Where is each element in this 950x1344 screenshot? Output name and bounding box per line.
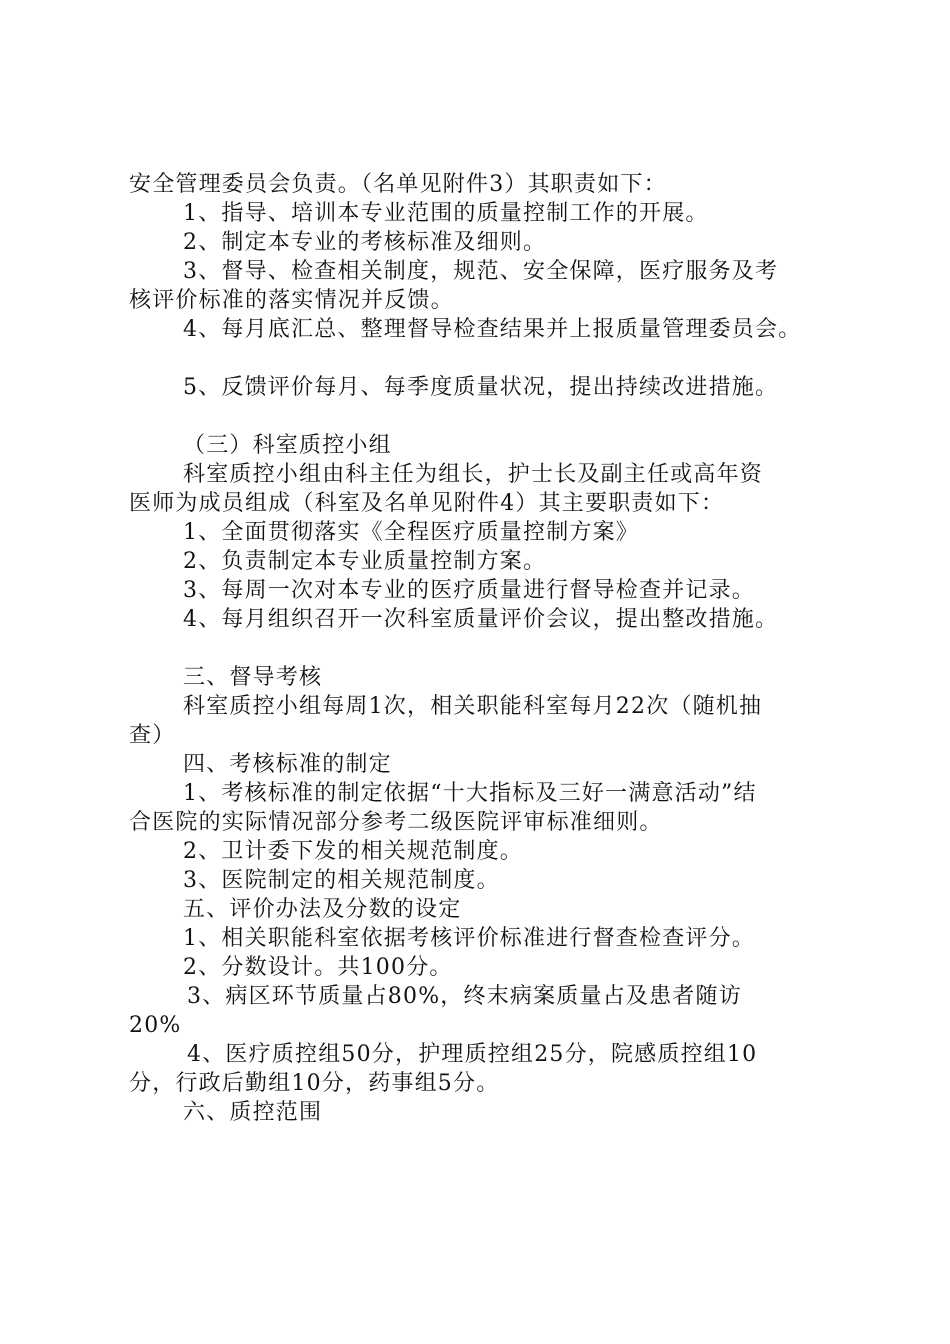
text-line-1: 安全管理委员会负责。（名单见附件3）其职责如下： xyxy=(129,172,667,197)
text-line-3: 2、制定本专业的考核标准及细则。 xyxy=(183,230,547,255)
text-line-5: 核评价标准的落实情况并反馈。 xyxy=(129,288,454,313)
text-line-29: 分，行政后勤组10分，药事组5分。 xyxy=(129,1071,500,1096)
text-line-26: 3、病区环节质量占80%，终末病案质量占及患者随访 xyxy=(187,984,742,1009)
text-line-6: 4、每月底汇总、整理督导检查结果并上报质量管理委员会。 xyxy=(183,317,802,342)
section-heading-standards: 四、考核标准的制定 xyxy=(183,752,392,777)
text-line-12: 2、负责制定本专业质量控制方案。 xyxy=(183,549,547,574)
text-line-21: 2、卫计委下发的相关规范制度。 xyxy=(183,839,523,864)
section-heading-scope: 六、质控范围 xyxy=(183,1100,323,1125)
text-line-14: 4、每月组织召开一次科室质量评价会议，提出整改措施。 xyxy=(183,607,779,632)
blank-line xyxy=(129,402,834,431)
section-heading-supervision: 三、督导考核 xyxy=(183,665,323,690)
text-line-22: 3、医院制定的相关规范制度。 xyxy=(183,868,500,893)
text-line-27: 20% xyxy=(129,1013,182,1038)
text-line-25: 2、分数设计。共100分。 xyxy=(183,955,453,980)
text-line-2: 1、指导、培训本专业范围的质量控制工作的开展。 xyxy=(183,201,709,226)
section-heading-3: （三）科室质控小组 xyxy=(183,433,392,458)
text-line-24: 1、相关职能科室依据考核评价标准进行督查检查评分。 xyxy=(183,926,755,951)
text-line-11: 1、全面贯彻落实《全程医疗质量控制方案》 xyxy=(183,520,639,545)
text-line-10: 医师为成员组成（科室及名单见附件4）其主要职责如下： xyxy=(129,491,725,516)
text-line-17: 查） xyxy=(129,723,176,748)
document-page xyxy=(129,170,834,1127)
text-line-19: 1、考核标准的制定依据“十大指标及三好一满意活动”结 xyxy=(183,781,757,806)
blank-line xyxy=(129,344,834,373)
text-line-20: 合医院的实际情况部分参考二级医院评审标准细则。 xyxy=(129,810,663,835)
text-line-7: 5、反馈评价每月、每季度质量状况，提出持续改进措施。 xyxy=(183,375,779,400)
section-heading-evaluation: 五、评价办法及分数的设定 xyxy=(183,897,462,922)
text-line-16: 科室质控小组每周1次，相关职能科室每月22次（随机抽 xyxy=(183,694,763,719)
text-line-9: 科室质控小组由科主任为组长，护士长及副主任或高年资 xyxy=(183,462,764,487)
blank-line xyxy=(129,634,834,663)
text-line-13: 3、每周一次对本专业的医疗质量进行督导检查并记录。 xyxy=(183,578,755,603)
text-line-28: 4、医疗质控组50分，护理质控组25分，院感质控组10 xyxy=(187,1042,758,1067)
text-line-4: 3、督导、检查相关制度，规范、安全保障，医疗服务及考 xyxy=(183,259,779,284)
